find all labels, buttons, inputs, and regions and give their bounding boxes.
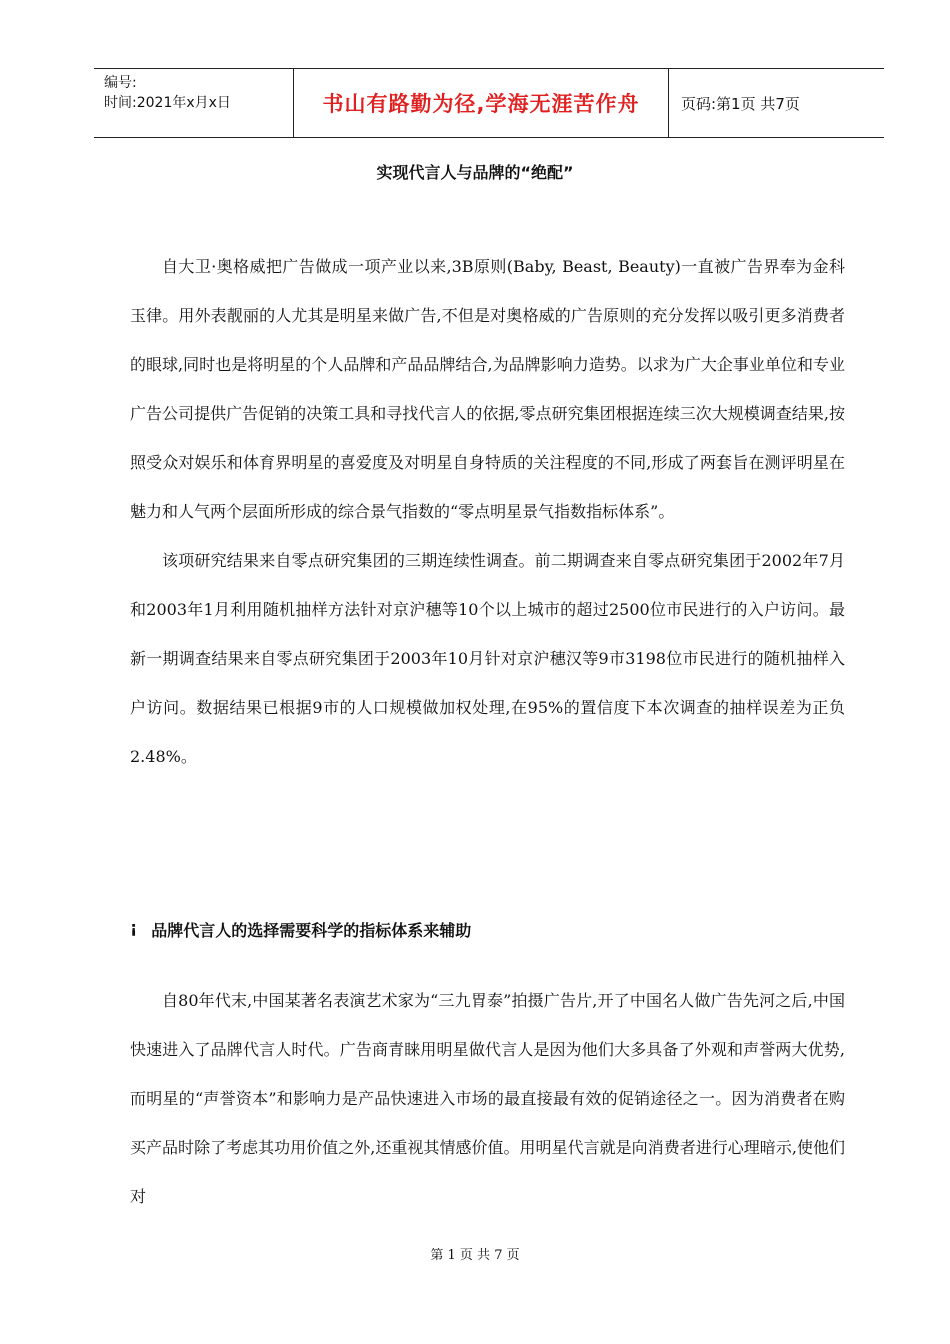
paragraph: 自80年代末,中国某著名表演艺术家为“三九胃泰”拍摄广告片,开了中国名人做广告先河之后,中国快速进入了品牌代言人时代。广告商青睐用明星做代言人是因为他们大多具备了外观和声誉两大优势,而明星的“声誉资本”和影响力是产品快速进入市场的最直接最有效的促销途径之一。因为消费者在购买产品时除了考虑其功用价值之外,还重视其情感价值。用明星代言就是向消费者进行心理暗示,使他们对 bbox=[130, 991, 845, 1206]
intro-body bbox=[130, 242, 845, 781]
paragraph: 自大卫·奥格威把广告做成一项产业以来,3B原则(Baby, Beast, Beauty)一直被广告界奉为金科玉律。用外表靓丽的人尤其是明星来做广告,不但是对奥格威的广告原则的充分发挥以吸引更多消费者的眼球,同时也是将明星的个人品牌和产品品牌结合,为品牌影响力造势。以求为广大企事业单位和专业广告公司提供广告促销的决策工具和寻找代言人的依据,零点研究集团根据连续三次大规模调查结果,按照受众对娱乐和体育界明星的喜爱度及对明星自身特质的关注程度的不同,形成了两套旨在测评明星在魅力和人气两个层面所形成的综合景气指数的“零点明星景气指数指标体系”。 bbox=[130, 257, 845, 521]
header-page-info: 页码:第1页 共7页 bbox=[681, 94, 800, 113]
section-heading bbox=[130, 918, 471, 941]
header-meta bbox=[94, 69, 294, 137]
header-motto: 书山有路勤为径,学海无涯苦作舟 bbox=[294, 69, 669, 137]
page-header bbox=[94, 68, 884, 138]
number-label: 编号: bbox=[104, 75, 137, 91]
time-label: 时间:2021年x月x日 bbox=[104, 95, 231, 111]
paragraph: 该项研究结果来自零点研究集团的三期连续性调查。前二期调查来自零点研究集团于2002年7月和2003年1月利用随机抽样方法针对京沪穗等10个以上城市的超过2500位市民进行的入户访问。最新一期调查结果来自零点研究集团于2003年10月针对京沪穗汉等9市3198位市民进行的随机抽样入户访问。数据结果已根据9市的人口规模做加权处理,在95%的置信度下本次调查的抽样误差为正负2.48%。 bbox=[130, 551, 845, 766]
bullet-icon: ¡ bbox=[130, 918, 138, 937]
page-footer: 第 1 页 共 7 页 bbox=[430, 1248, 520, 1263]
section-heading-text: 品牌代言人的选择需要科学的指标体系来辅助 bbox=[151, 921, 472, 940]
section-body bbox=[130, 976, 845, 1221]
document-title: 实现代言人与品牌的“绝配” bbox=[376, 163, 574, 182]
